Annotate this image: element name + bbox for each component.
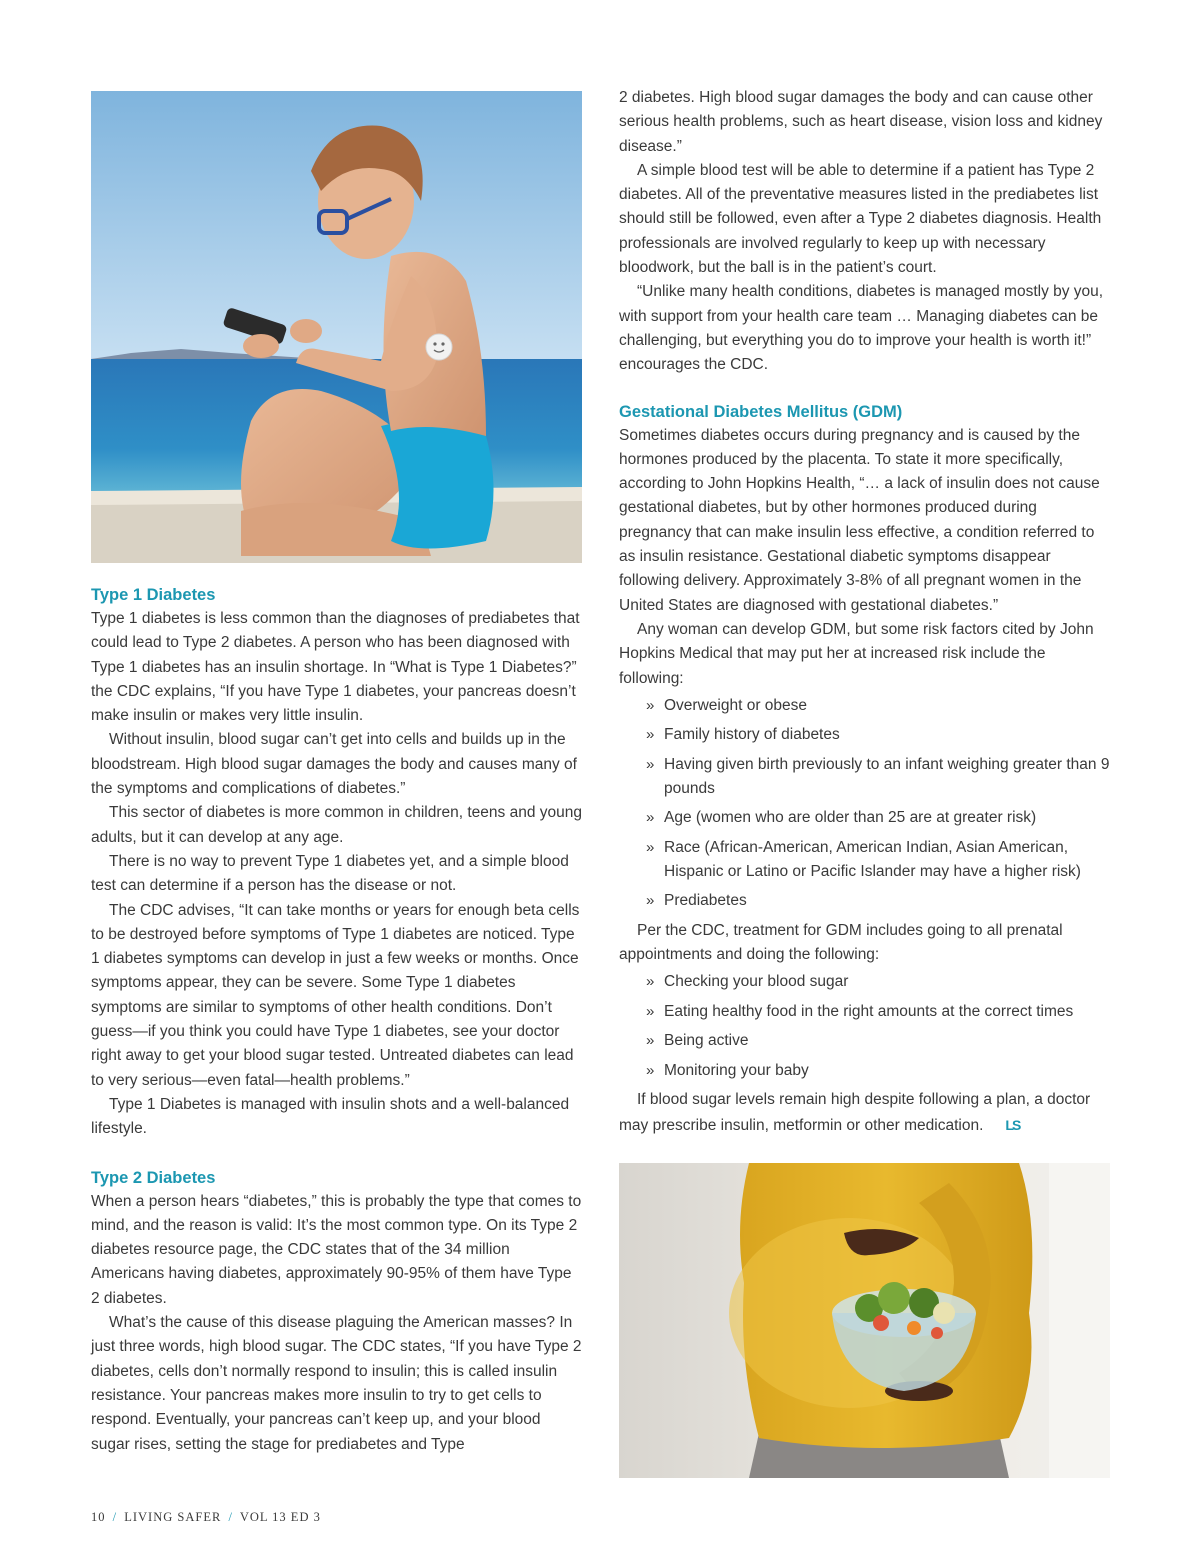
bullet-marker-icon: » [646,973,655,991]
footer-separator: / [228,1510,233,1524]
bullet-marker-icon: » [646,892,655,910]
boy-photo [91,91,582,563]
bullet-marker-icon: » [646,1002,655,1020]
bullet-marker-icon: » [646,1061,655,1079]
type2-heading: Type 2 Diabetes [91,1168,216,1187]
gdm-paragraph: Any woman can develop GDM, but some risk factors cited by John Hopkins Medical that may put her at increased risk include the following: [619,620,1094,687]
gdm-heading: Gestational Diabetes Mellitus (GDM) [619,402,903,421]
continued-paragraph: A simple blood test will be able to determine if a patient has Type 2 diabetes. All of the preventative measures listed in the prediabetes list should still be followed, even after a Type 2 diabetes diagnosis. Health professionals are involved regularly to keep up with necessary bloodwork, but the ball is in the patient’s court. [619,161,1102,277]
footer-separator: / [112,1510,118,1524]
type2-paragraph: When a person hears “diabetes,” this is probably the type that comes to mind, and the reason is valid: It’s the most common type. On its Type 2 diabetes resource page, the CDC states that of the 34 million Americans having diabetes, approximately 90-95% of them have Type 2 diabetes. [91,1192,582,1307]
type1-heading: Type 1 Diabetes [91,586,216,604]
page-number: 10 [91,1510,106,1524]
bullet-marker-icon: » [646,755,655,773]
type1-paragraph: Without insulin, blood sugar can’t get into cells and builds up in the bloodstream. High blood sugar damages the body and causes many of the symptoms and complications of diabetes.” [91,731,577,798]
continued-paragraph: 2 diabetes. High blood sugar damages the body and can cause other serious health problems, such as heart disease, vision loss and kidney disease.” [619,89,1103,155]
publication-name: LIVING SAFER [124,1510,222,1524]
end-of-article-mark: LS [1005,1116,1020,1133]
page-footer [91,1510,321,1525]
bullet-marker-icon: » [646,1032,655,1050]
bullet-marker-icon: » [646,726,655,744]
type1-paragraph: The CDC advises, “It can take months or years for enough beta cells to be destroyed before symptoms of Type 1 diabetes are noticed. Type 1 diabetes symptoms can develop in just a few weeks or months. Once symptoms appear, they can be severe. Some Type 1 diabetes symptoms are similar to symptoms of other health conditions. Don’t guess—if you think you could have Type 1 diabetes, see your doctor right away to get your blood sugar tested. Untreated diabetes can lead to very serious—even fatal—health problems.” [91,901,580,1089]
pregnant-woman-illustration [619,1163,1110,1478]
type1-paragraph: There is no way to prevent Type 1 diabetes yet, and a simple blood test can determine if a person has the disease or not. [91,852,569,895]
list-item: » Eating healthy food in the right amounts at the correct times [619,1000,1110,1024]
pregnant-woman-photo [619,1163,1110,1478]
list-item: » Overweight or obese [619,694,1110,718]
type1-paragraph: This sector of diabetes is more common in children, teens and young adults, but it can develop at any age. [91,804,582,846]
list-item: » Having given birth previously to an infant weighing greater than 9 pounds [619,753,1110,801]
gdm-paragraph: Per the CDC, treatment for GDM includes going to all prenatal appointments and doing the following: [619,921,1063,964]
type1-paragraph: Type 1 Diabetes is managed with insulin shots and a well-balanced lifestyle. [91,1095,570,1138]
type1-paragraph: Type 1 diabetes is less common than the diagnoses of prediabetes that could lead to Type 2 diabetes. A person who has been diagnosed with Type 1 diabetes has an insulin shortage. In “What is Type 1 Diabetes?” the CDC explains, “If you have Type 1 diabetes, your pancreas doesn’t make insulin or makes very little insulin. [91,610,580,725]
bullet-marker-icon: » [646,809,655,827]
gdm-paragraph: If blood sugar levels remain high despite following a plan, a doctor may prescribe insulin, metformin or other medication. LS [619,1088,1110,1138]
risk-factor-list [619,694,1110,914]
type2-paragraph: What’s the cause of this disease plaguing the American masses? In just three words, high blood sugar. The CDC states, “If you have Type 2 diabetes, cells don’t normally respond to insulin; this is called insulin resistance. Your pancreas makes more insulin to try to get cells to respond. Eventually, your pancreas can’t keep up, and your blood sugar rises, setting the stage for prediabetes and Type [91,1314,582,1453]
list-item: » Monitoring your baby [619,1059,1110,1083]
bullet-marker-icon: » [646,696,655,714]
list-item: » Being active [619,1029,1110,1053]
boy-illustration [91,91,582,563]
list-item: » Family history of diabetes [619,723,1110,747]
list-item: » Age (women who are older than 25 are at greater risk) [619,806,1110,830]
list-item: » Race (African-American, American Indian, Asian American, Hispanic or Latino or Pacific Islander may have a higher risk) [619,836,1110,884]
continued-paragraph: “Unlike many health conditions, diabetes is managed mostly by you, with support from your health care team … Managing diabetes can be challenging, but everything you do to improve your health is worth it!” encourages the CDC. [619,283,1104,374]
right-column [619,86,1110,1478]
issue-label: VOL 13 ED 3 [239,1510,321,1524]
list-item: » Checking your blood sugar [619,970,1110,994]
gdm-paragraph: Sometimes diabetes occurs during pregnancy and is caused by the hormones produced by the placenta. To state it more specifically, according to John Hopkins Health, “… a lack of insulin does not cause gestational diabetes, but by other hormones produced during pregnancy that can make insulin less effective, a condition referred to as insulin resistance. Gestational diabetic symptoms disappear following delivery. Approximately 3-8% of all pregnant women in the United States are diagnosed with gestational diabetes.” [619,426,1100,614]
list-item: » Prediabetes [619,889,1110,913]
treatment-list [619,970,1110,1083]
bullet-marker-icon: » [646,838,655,856]
left-column [91,91,582,1457]
